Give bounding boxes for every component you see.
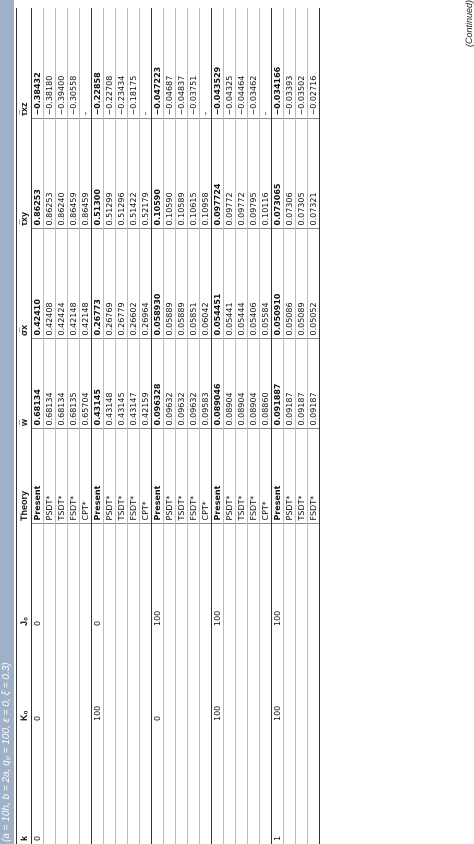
table-row — [104, 8, 116, 844]
theory-cell: TSDT* — [56, 429, 68, 524]
sigma-x-cell: 0.42408 — [44, 229, 56, 339]
theory-cell: PSDT* — [224, 429, 236, 524]
theory-cell: TSDT* — [176, 429, 188, 524]
tau-xz-cell: −0.034166 — [272, 8, 284, 119]
table-body — [32, 8, 320, 844]
w-cell: 0.42159 — [140, 339, 152, 429]
sigma-x-cell: 0.06042 — [200, 229, 212, 339]
w-cell: 0.68135 — [68, 339, 80, 429]
tau-xy-cell: 0.073065 — [272, 119, 284, 229]
k-cell — [200, 724, 212, 844]
table-row — [272, 8, 284, 844]
w-cell: 0.08904 — [236, 339, 248, 429]
tau-xy-cell: 0.09772 — [236, 119, 248, 229]
w-cell: 0.65704 — [80, 339, 92, 429]
sigma-x-cell: 0.05052 — [308, 229, 320, 339]
theory-cell: PSDT* — [104, 429, 116, 524]
tau-xz-cell: – — [260, 8, 272, 119]
k0-cell — [56, 629, 68, 724]
k0-cell: 100 — [272, 629, 284, 724]
sigma-x-cell: 0.42424 — [56, 229, 68, 339]
header-row — [17, 8, 32, 844]
tau-xz-cell: – — [200, 8, 212, 119]
tau-xy-cell: 0.51296 — [116, 119, 128, 229]
k0-cell — [140, 629, 152, 724]
j0-cell — [140, 524, 152, 629]
tau-xy-cell: 0.07306 — [284, 119, 296, 229]
tau-xz-cell: −0.38180 — [44, 8, 56, 119]
theory-cell: PSDT* — [284, 429, 296, 524]
continued-note: (Continued) — [464, 0, 474, 48]
w-cell: 0.43148 — [104, 339, 116, 429]
tau-xz-cell: −0.39400 — [56, 8, 68, 119]
sigma-x-cell: 0.05889 — [164, 229, 176, 339]
col-header-w: w̅ — [17, 339, 32, 429]
tau-xz-cell: −0.18175 — [128, 8, 140, 119]
tau-xz-cell: −0.22858 — [92, 8, 104, 119]
sigma-x-cell: 0.42410 — [32, 229, 44, 339]
k-cell — [68, 724, 80, 844]
table-row — [116, 8, 128, 844]
j0-cell: 0 — [92, 524, 104, 629]
tau-xy-cell: 0.51300 — [92, 119, 104, 229]
j0-cell — [224, 524, 236, 629]
tau-xy-cell: 0.52179 — [140, 119, 152, 229]
table-row — [68, 8, 80, 844]
theory-cell: CPT* — [140, 429, 152, 524]
results-table — [16, 8, 320, 844]
table-row — [260, 8, 272, 844]
theory-cell: FSDT* — [188, 429, 200, 524]
theory-cell: TSDT* — [236, 429, 248, 524]
k-cell — [140, 724, 152, 844]
k0-cell — [164, 629, 176, 724]
k0-cell — [308, 629, 320, 724]
sigma-x-cell: 0.26602 — [128, 229, 140, 339]
k0-cell — [44, 629, 56, 724]
table-row — [56, 8, 68, 844]
tau-xy-cell: 0.86459 — [80, 119, 92, 229]
k0-cell — [116, 629, 128, 724]
j0-cell — [164, 524, 176, 629]
sigma-x-cell: 0.26964 — [140, 229, 152, 339]
theory-cell: TSDT* — [296, 429, 308, 524]
tau-xz-cell: −0.03751 — [188, 8, 200, 119]
w-cell: 0.09632 — [164, 339, 176, 429]
theory-cell: Present — [272, 429, 284, 524]
theory-cell: FSDT* — [128, 429, 140, 524]
tau-xz-cell: −0.03502 — [296, 8, 308, 119]
k-cell — [152, 724, 164, 844]
tau-xy-cell: 0.09772 — [224, 119, 236, 229]
w-cell: 0.09583 — [200, 339, 212, 429]
theory-cell: TSDT* — [116, 429, 128, 524]
k-cell — [116, 724, 128, 844]
w-cell: 0.43145 — [92, 339, 104, 429]
j0-cell — [68, 524, 80, 629]
tau-xz-cell: −0.38432 — [32, 8, 44, 119]
k-cell — [296, 724, 308, 844]
j0-cell — [116, 524, 128, 629]
k0-cell — [188, 629, 200, 724]
tau-xz-cell: −0.23434 — [116, 8, 128, 119]
tau-xy-cell: 0.10958 — [200, 119, 212, 229]
w-cell: 0.68134 — [56, 339, 68, 429]
col-header-theory: Theory — [17, 429, 32, 524]
tau-xy-cell: 0.09795 — [248, 119, 260, 229]
j0-cell: 100 — [272, 524, 284, 629]
sigma-x-cell: 0.05441 — [224, 229, 236, 339]
theory-cell: CPT* — [80, 429, 92, 524]
table-row — [80, 8, 92, 844]
sigma-x-cell: 0.05889 — [176, 229, 188, 339]
tau-xy-cell: 0.07305 — [296, 119, 308, 229]
tau-xy-cell: 0.10615 — [188, 119, 200, 229]
w-cell: 0.08904 — [248, 339, 260, 429]
col-header-sigma-x: σ̅x — [17, 229, 32, 339]
k0-cell — [128, 629, 140, 724]
tau-xy-cell: 0.51299 — [104, 119, 116, 229]
k-cell — [284, 724, 296, 844]
j0-cell — [284, 524, 296, 629]
tau-xz-cell: −0.03462 — [248, 8, 260, 119]
tau-xz-cell: – — [140, 8, 152, 119]
w-cell: 0.096328 — [152, 339, 164, 429]
table-row — [188, 8, 200, 844]
theory-cell: Present — [32, 429, 44, 524]
w-cell: 0.09187 — [308, 339, 320, 429]
table-row — [224, 8, 236, 844]
k0-cell — [284, 629, 296, 724]
sigma-x-cell: 0.05584 — [260, 229, 272, 339]
w-cell: 0.089046 — [212, 339, 224, 429]
w-cell: 0.09632 — [176, 339, 188, 429]
col-header-tau-xy: τ̅xy — [17, 119, 32, 229]
table-row — [32, 8, 44, 844]
j0-cell — [236, 524, 248, 629]
k-cell — [80, 724, 92, 844]
tau-xz-cell: −0.04687 — [164, 8, 176, 119]
j0-cell — [80, 524, 92, 629]
table-row — [296, 8, 308, 844]
k0-cell — [68, 629, 80, 724]
k0-cell: 100 — [92, 629, 104, 724]
k-cell — [308, 724, 320, 844]
sigma-x-cell: 0.26779 — [116, 229, 128, 339]
sigma-x-cell: 0.26773 — [92, 229, 104, 339]
tau-xy-cell: 0.10589 — [176, 119, 188, 229]
theory-cell: CPT* — [200, 429, 212, 524]
table-row — [128, 8, 140, 844]
table-row — [212, 8, 224, 844]
w-cell: 0.08904 — [224, 339, 236, 429]
k0-cell — [224, 629, 236, 724]
theory-cell: FSDT* — [68, 429, 80, 524]
sigma-x-cell: 0.26769 — [104, 229, 116, 339]
theory-cell: Present — [152, 429, 164, 524]
j0-cell — [128, 524, 140, 629]
sigma-x-cell: 0.058930 — [152, 229, 164, 339]
sigma-x-cell: 0.05444 — [236, 229, 248, 339]
table-row — [236, 8, 248, 844]
j0-cell — [296, 524, 308, 629]
k-cell — [260, 724, 272, 844]
k0-cell: 100 — [212, 629, 224, 724]
table-row — [44, 8, 56, 844]
table-row — [140, 8, 152, 844]
k0-cell — [296, 629, 308, 724]
k0-cell — [104, 629, 116, 724]
tau-xz-cell: −0.02716 — [308, 8, 320, 119]
tau-xy-cell: 0.10590 — [152, 119, 164, 229]
tau-xy-cell: 0.10116 — [260, 119, 272, 229]
j0-cell — [308, 524, 320, 629]
k0-cell — [260, 629, 272, 724]
tau-xz-cell: −0.22708 — [104, 8, 116, 119]
w-cell: 0.08860 — [260, 339, 272, 429]
tau-xy-cell: 0.86253 — [44, 119, 56, 229]
j0-cell: 100 — [212, 524, 224, 629]
k-cell — [224, 724, 236, 844]
j0-cell — [200, 524, 212, 629]
table-row — [200, 8, 212, 844]
sigma-x-cell: 0.42148 — [80, 229, 92, 339]
k-cell — [56, 724, 68, 844]
sigma-x-cell: 0.054451 — [212, 229, 224, 339]
w-cell: 0.68134 — [44, 339, 56, 429]
tau-xy-cell: 0.097724 — [212, 119, 224, 229]
k0-cell — [80, 629, 92, 724]
k0-cell — [248, 629, 260, 724]
tau-xz-cell: −0.04325 — [224, 8, 236, 119]
k0-cell: 0 — [152, 629, 164, 724]
j0-cell: 100 — [152, 524, 164, 629]
k-cell: 0 — [32, 724, 44, 844]
w-cell: 0.43145 — [116, 339, 128, 429]
tau-xz-cell: – — [80, 8, 92, 119]
k-cell — [188, 724, 200, 844]
theory-cell: CPT* — [260, 429, 272, 524]
tau-xy-cell: 0.51422 — [128, 119, 140, 229]
j0-cell: 0 — [32, 524, 44, 629]
k-cell: 1 — [272, 724, 284, 844]
k-cell — [176, 724, 188, 844]
tau-xy-cell: 0.07321 — [308, 119, 320, 229]
j0-cell — [248, 524, 260, 629]
w-cell: 0.09632 — [188, 339, 200, 429]
k-cell — [164, 724, 176, 844]
sigma-x-cell: 0.42148 — [68, 229, 80, 339]
k-cell — [236, 724, 248, 844]
table-row — [152, 8, 164, 844]
col-header-k: k — [17, 724, 32, 844]
j0-cell — [44, 524, 56, 629]
tau-xy-cell: 0.10590 — [164, 119, 176, 229]
k0-cell — [176, 629, 188, 724]
k0-cell — [200, 629, 212, 724]
table-row — [92, 8, 104, 844]
w-cell: 0.091887 — [272, 339, 284, 429]
k-cell — [212, 724, 224, 844]
j0-cell — [188, 524, 200, 629]
tau-xz-cell: −0.03393 — [284, 8, 296, 119]
theory-cell: PSDT* — [44, 429, 56, 524]
j0-cell — [176, 524, 188, 629]
theory-cell: FSDT* — [308, 429, 320, 524]
table-row — [176, 8, 188, 844]
k-cell — [128, 724, 140, 844]
j0-cell — [56, 524, 68, 629]
col-header-j0: J₀ — [17, 524, 32, 629]
k-cell — [104, 724, 116, 844]
theory-cell: Present — [212, 429, 224, 524]
tau-xz-cell: −0.04837 — [176, 8, 188, 119]
table-row — [164, 8, 176, 844]
table-caption: (a = 10h, b = 2a, q₀ = 100, ε = 0, ξ = 0.3) — [1, 662, 12, 842]
w-cell: 0.09187 — [296, 339, 308, 429]
sigma-x-cell: 0.05086 — [284, 229, 296, 339]
table-row — [308, 8, 320, 844]
k-cell — [248, 724, 260, 844]
theory-cell: PSDT* — [164, 429, 176, 524]
w-cell: 0.68134 — [32, 339, 44, 429]
theory-cell: Present — [92, 429, 104, 524]
col-header-tau-xz: τ̅xz — [17, 8, 32, 119]
sigma-x-cell: 0.05406 — [248, 229, 260, 339]
j0-cell — [260, 524, 272, 629]
caption-band — [0, 0, 14, 844]
table-row — [284, 8, 296, 844]
sigma-x-cell: 0.05089 — [296, 229, 308, 339]
tau-xz-cell: −0.047223 — [152, 8, 164, 119]
j0-cell — [104, 524, 116, 629]
sigma-x-cell: 0.050910 — [272, 229, 284, 339]
col-header-k0: K₀ — [17, 629, 32, 724]
tau-xz-cell: −0.30558 — [68, 8, 80, 119]
w-cell: 0.09187 — [284, 339, 296, 429]
tau-xy-cell: 0.86253 — [32, 119, 44, 229]
tau-xy-cell: 0.86240 — [56, 119, 68, 229]
tau-xy-cell: 0.86459 — [68, 119, 80, 229]
k-cell — [44, 724, 56, 844]
k0-cell: 0 — [32, 629, 44, 724]
theory-cell: FSDT* — [248, 429, 260, 524]
sigma-x-cell: 0.05851 — [188, 229, 200, 339]
tau-xz-cell: −0.04464 — [236, 8, 248, 119]
table-row — [248, 8, 260, 844]
tau-xz-cell: −0.043529 — [212, 8, 224, 119]
w-cell: 0.43147 — [128, 339, 140, 429]
k-cell — [92, 724, 104, 844]
k0-cell — [236, 629, 248, 724]
